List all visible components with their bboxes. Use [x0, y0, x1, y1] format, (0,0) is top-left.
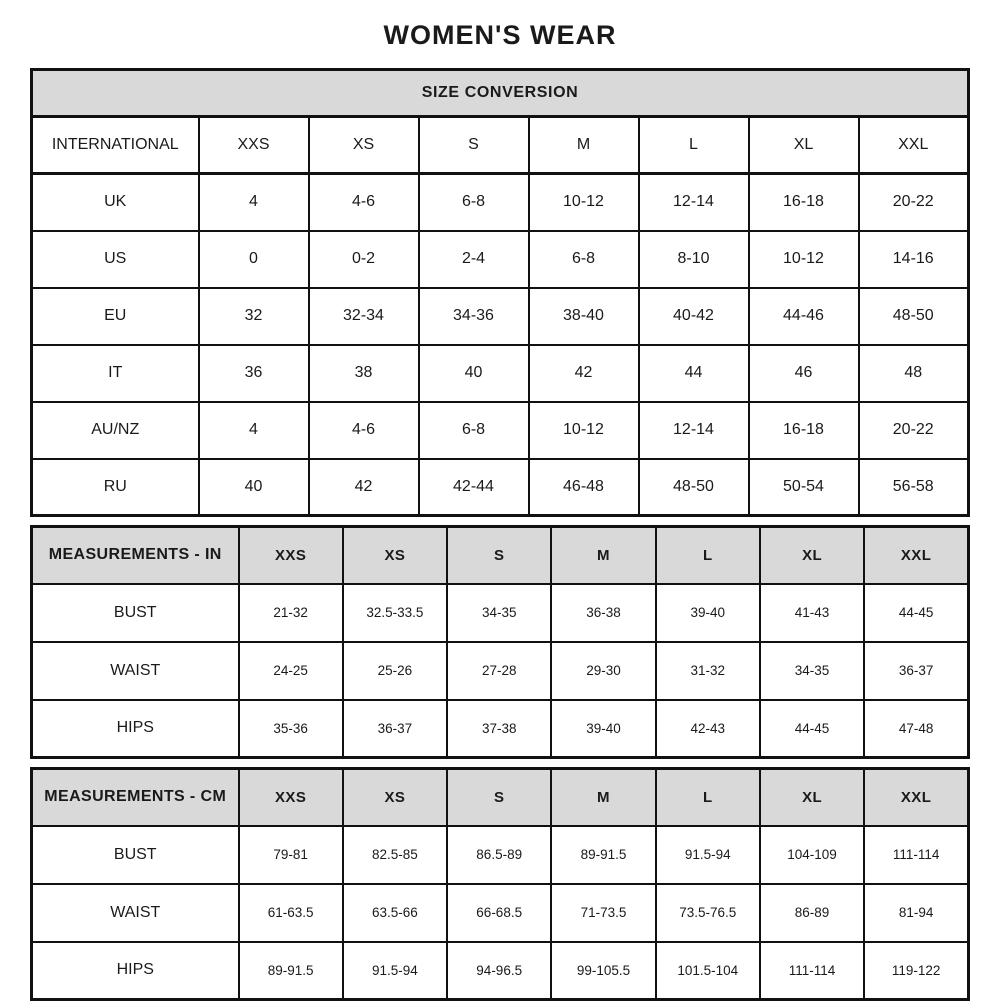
measurement-value: 101.5-104 — [656, 942, 760, 1000]
table-row — [32, 584, 969, 642]
size-conversion-header: SIZE CONVERSION — [32, 70, 969, 117]
measurements-cm-header-row — [32, 769, 969, 826]
size-value: 32-34 — [309, 288, 419, 345]
size-value: 20-22 — [859, 174, 969, 231]
measurement-value: 104-109 — [760, 826, 864, 884]
size-value: 38 — [309, 345, 419, 402]
measurement-value: 32.5-33.5 — [343, 584, 447, 642]
row-label-region: US — [32, 231, 199, 288]
size-value: 48-50 — [639, 459, 749, 516]
measurement-value: 39-40 — [656, 584, 760, 642]
size-value: 46-48 — [529, 459, 639, 516]
measurements-header: MEASUREMENTS - IN — [32, 527, 239, 584]
row-label-measurement: WAIST — [32, 642, 239, 700]
measurement-value: 27-28 — [447, 642, 551, 700]
size-column-header: L — [639, 117, 749, 174]
row-label-region: EU — [32, 288, 199, 345]
measurement-value: 34-35 — [760, 642, 864, 700]
size-value: 16-18 — [749, 402, 859, 459]
size-value: 46 — [749, 345, 859, 402]
measurements-header: MEASUREMENTS - CM — [32, 769, 239, 826]
size-column-header: M — [529, 117, 639, 174]
measurement-value: 91.5-94 — [656, 826, 760, 884]
size-column-header: XS — [343, 769, 447, 826]
measurement-value: 82.5-85 — [343, 826, 447, 884]
measurement-value: 34-35 — [447, 584, 551, 642]
size-value: 34-36 — [419, 288, 529, 345]
measurement-value: 31-32 — [656, 642, 760, 700]
measurement-value: 41-43 — [760, 584, 864, 642]
size-conversion-banner-row — [32, 70, 969, 117]
measurement-value: 61-63.5 — [239, 884, 343, 942]
table-row — [32, 459, 969, 516]
table-row — [32, 402, 969, 459]
size-column-header: XXS — [239, 769, 343, 826]
size-value: 14-16 — [859, 231, 969, 288]
measurement-value: 63.5-66 — [343, 884, 447, 942]
size-value: 42-44 — [419, 459, 529, 516]
size-value: 44-46 — [749, 288, 859, 345]
measurement-value: 37-38 — [447, 700, 551, 758]
table-row — [32, 288, 969, 345]
size-value: 4-6 — [309, 174, 419, 231]
size-column-header: XS — [343, 527, 447, 584]
measurements-cm-table — [30, 767, 970, 1001]
measurement-value: 44-45 — [760, 700, 864, 758]
size-column-header: L — [656, 527, 760, 584]
measurement-value: 21-32 — [239, 584, 343, 642]
table-row — [32, 231, 969, 288]
size-column-header: XL — [760, 769, 864, 826]
size-value: 12-14 — [639, 402, 749, 459]
size-value: 4 — [199, 174, 309, 231]
row-label-measurement: BUST — [32, 826, 239, 884]
measurement-value: 36-37 — [864, 642, 968, 700]
measurement-value: 36-37 — [343, 700, 447, 758]
size-value: 48-50 — [859, 288, 969, 345]
measurement-value: 73.5-76.5 — [656, 884, 760, 942]
size-value: 42 — [529, 345, 639, 402]
size-value: 6-8 — [419, 402, 529, 459]
page-title: WOMEN'S WEAR — [383, 20, 617, 50]
size-value: 6-8 — [419, 174, 529, 231]
size-value: 42 — [309, 459, 419, 516]
size-column-header: XXL — [864, 527, 968, 584]
measurement-value: 36-38 — [551, 584, 655, 642]
row-label-region: IT — [32, 345, 199, 402]
size-column-header: XXL — [864, 769, 968, 826]
size-column-header: S — [447, 769, 551, 826]
measurement-value: 66-68.5 — [447, 884, 551, 942]
size-value: 56-58 — [859, 459, 969, 516]
measurement-value: 89-91.5 — [551, 826, 655, 884]
size-value: 0-2 — [309, 231, 419, 288]
measurement-value: 119-122 — [864, 942, 968, 1000]
size-value: 0 — [199, 231, 309, 288]
table-row — [32, 642, 969, 700]
size-conversion-columns-row — [32, 117, 969, 174]
measurement-value: 35-36 — [239, 700, 343, 758]
measurement-value: 25-26 — [343, 642, 447, 700]
size-value: 40-42 — [639, 288, 749, 345]
table-row — [32, 174, 969, 231]
size-value: 10-12 — [529, 402, 639, 459]
size-column-header: S — [447, 527, 551, 584]
measurement-value: 24-25 — [239, 642, 343, 700]
size-column-header: XXS — [239, 527, 343, 584]
size-column-header: XL — [749, 117, 859, 174]
measurement-value: 99-105.5 — [551, 942, 655, 1000]
table-row — [32, 700, 969, 758]
size-value: 40 — [419, 345, 529, 402]
row-label-measurement: BUST — [32, 584, 239, 642]
row-label-measurement: WAIST — [32, 884, 239, 942]
size-value: 36 — [199, 345, 309, 402]
measurements-in-header-row — [32, 527, 969, 584]
measurement-value: 91.5-94 — [343, 942, 447, 1000]
size-value: 12-14 — [639, 174, 749, 231]
table-row — [32, 884, 969, 942]
size-value: 50-54 — [749, 459, 859, 516]
measurement-value: 39-40 — [551, 700, 655, 758]
size-column-header: XS — [309, 117, 419, 174]
measurement-value: 47-48 — [864, 700, 968, 758]
size-value: 32 — [199, 288, 309, 345]
size-value: 40 — [199, 459, 309, 516]
measurement-value: 89-91.5 — [239, 942, 343, 1000]
size-value: 48 — [859, 345, 969, 402]
size-value: 44 — [639, 345, 749, 402]
measurement-value: 71-73.5 — [551, 884, 655, 942]
row-label-region: AU/NZ — [32, 402, 199, 459]
row-label-measurement: HIPS — [32, 700, 239, 758]
measurements-in-table — [30, 525, 970, 759]
size-column-header: S — [419, 117, 529, 174]
size-column-header: XXL — [859, 117, 969, 174]
measurement-value: 29-30 — [551, 642, 655, 700]
size-value: 6-8 — [529, 231, 639, 288]
row-label-region: RU — [32, 459, 199, 516]
measurement-value: 81-94 — [864, 884, 968, 942]
table-row — [32, 826, 969, 884]
size-column-header: L — [656, 769, 760, 826]
column-label-international: INTERNATIONAL — [32, 117, 199, 174]
measurement-value: 111-114 — [864, 826, 968, 884]
size-column-header: XL — [760, 527, 864, 584]
size-column-header: XXS — [199, 117, 309, 174]
size-column-header: M — [551, 527, 655, 584]
row-label-measurement: HIPS — [32, 942, 239, 1000]
measurement-value: 44-45 — [864, 584, 968, 642]
size-value: 4-6 — [309, 402, 419, 459]
measurement-value: 94-96.5 — [447, 942, 551, 1000]
row-label-region: UK — [32, 174, 199, 231]
size-value: 4 — [199, 402, 309, 459]
measurement-value: 79-81 — [239, 826, 343, 884]
measurement-value: 42-43 — [656, 700, 760, 758]
size-value: 16-18 — [749, 174, 859, 231]
size-value: 10-12 — [749, 231, 859, 288]
size-value: 8-10 — [639, 231, 749, 288]
size-column-header: M — [551, 769, 655, 826]
size-conversion-table — [30, 68, 970, 517]
table-row — [32, 345, 969, 402]
table-row — [32, 942, 969, 1000]
measurement-value: 86-89 — [760, 884, 864, 942]
size-value: 38-40 — [529, 288, 639, 345]
size-value: 2-4 — [419, 231, 529, 288]
size-value: 20-22 — [859, 402, 969, 459]
measurement-value: 111-114 — [760, 942, 864, 1000]
measurement-value: 86.5-89 — [447, 826, 551, 884]
size-value: 10-12 — [529, 174, 639, 231]
